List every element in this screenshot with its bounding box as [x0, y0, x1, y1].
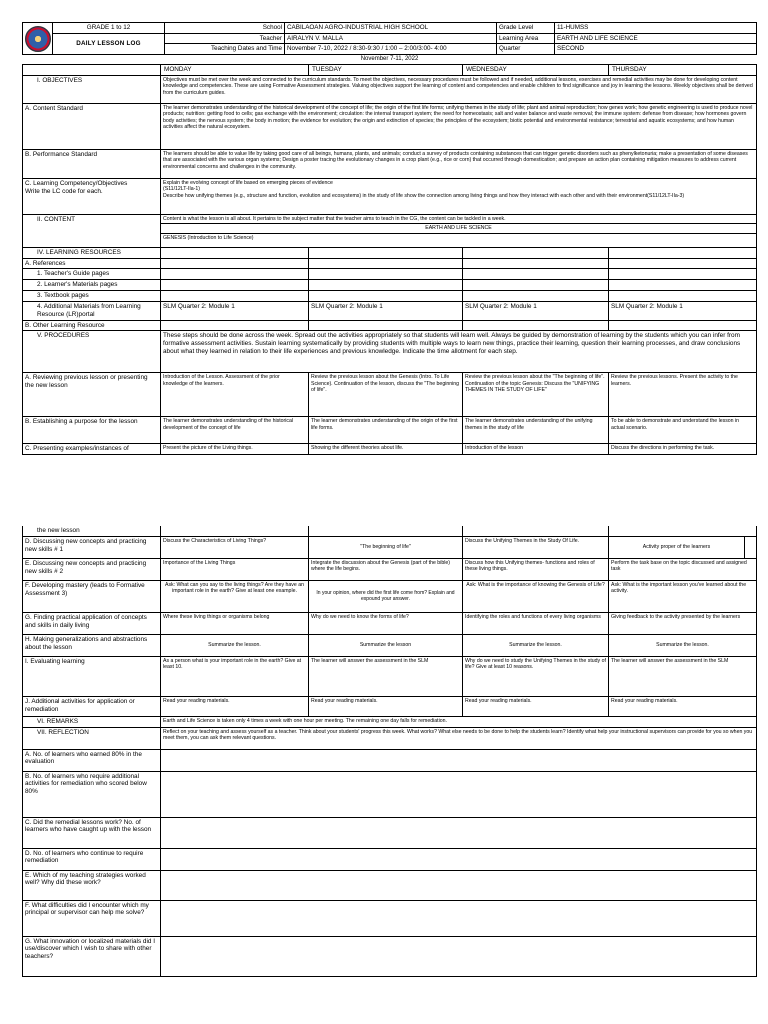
row-j-wednesday: Read your reading materials.: [463, 696, 609, 716]
row-g-wednesday: Identifying the roles and functions of every living organisms: [463, 612, 609, 634]
content-text: Content is what the lesson is all about. It pertains to the subject matter that the teacher aims to teach in the CG, the content can be tackled in a week.: [161, 215, 757, 224]
row-f-label: F. Developing mastery (leads to Formative Assessment 3): [23, 580, 161, 612]
row-g-monday: Where these living things or organisms belong: [161, 612, 309, 634]
row-c-thursday: Discuss the directions in performing the task.: [609, 444, 757, 455]
row-h-label: H. Making generalizations and abstractions about the lesson: [23, 634, 161, 656]
row-e-label: E. Discussing new concepts and practicing new skills # 2: [23, 558, 161, 580]
day-header-blank: [23, 65, 161, 76]
competency-label: C. Learning Competency/Objectives: [25, 180, 128, 188]
grade-level-value: 11-HUMSS: [555, 23, 757, 34]
row-d-tuesday: "The beginning of life": [309, 536, 463, 558]
quarter-label: Quarter: [497, 44, 555, 55]
row-h-wednesday: Summarize the lesson.: [463, 634, 609, 656]
slm-wednesday: SLM Quarter 2: Module 1: [463, 301, 609, 320]
competency-label-cell: [23, 179, 161, 215]
grade-level-label: Grade Level: [497, 23, 555, 34]
row-a-monday: Introduction of the Lesson. Assessment of the prior knowledge of the learners.: [161, 373, 309, 417]
row-a-wednesday: Review the previous lesson about the "The beginning of life". Continuation of the topic Genesis: Discuss the "UNIFYING THEMES IN THE STUDY OF LIFE": [463, 373, 609, 417]
row-f-thursday: Ask: What is the important lesson you've learned about the activity.: [609, 580, 757, 612]
row-h-tuesday: Summarize the lesson: [309, 634, 463, 656]
remarks-label: VI. REMARKS: [23, 716, 161, 727]
header-table: [22, 22, 757, 55]
competency-line-2: (S11/12LT-IIa-1): [163, 186, 200, 193]
slm-thursday: SLM Quarter 2: Module 1: [609, 301, 757, 320]
reflection-item-d: D. No. of learners who continue to require remediation: [23, 848, 161, 870]
additional-materials-label: 4. Additional Materials from Learning Resource (LR)portal: [23, 301, 161, 320]
row-j-thursday: Read your reading materials.: [609, 696, 757, 716]
row-d-thursday: Activity proper of the learners: [609, 536, 745, 558]
competency-line-3: Describe how unifying themes (e.g., structure and function, evolution and ecosystems) in the study of life show the connection among living things and how they interact with each other and with their environment(S11/12LT-IIa-3): [163, 192, 685, 199]
references-label: A. References: [23, 258, 161, 269]
performance-standard-label: B. Performance Standard: [23, 150, 161, 179]
school-value: CABILAOAN AGRO-INDUSTRIAL HIGH SCHOOL: [285, 23, 497, 34]
learners-materials-label: 2. Learner's Materials pages: [23, 280, 161, 291]
slm-tuesday: SLM Quarter 2: Module 1: [309, 301, 463, 320]
reflection-item-a: A. No. of learners who earned 80% in the evaluation: [23, 749, 161, 771]
row-g-tuesday: Why do we need to know the forms of life?: [309, 612, 463, 634]
textbook-label: 3. Textbook pages: [23, 291, 161, 302]
objectives-text: Objectives must be met over the week and connected to the curriculum standards. To meet the objectives, necessary procedures must be followed and if needed, additional lessons, exercises and remedial activities may be done for developing content knowledge and competencies. These are using Formative Assessment strategies. Valuing objectives support the learning of content and competencies and enable children to find significance and joy in learning the lessons. Weekly objectives shall be derived from the curriculum guides.: [161, 76, 757, 104]
competency-sublabel: Write the LC code for each.: [25, 187, 103, 195]
row-g-label: G. Finding practical application of concepts and skills in daily living: [23, 612, 161, 634]
reflection-item-e: E. Which of my teaching strategies worked well? Why did these work?: [23, 870, 161, 900]
quarter-value: SECOND: [555, 44, 757, 55]
lesson-table-1: [22, 55, 757, 455]
row-c-label-cont: the new lesson: [23, 526, 161, 536]
learning-resources-label: IV. LEARNING RESOURCES: [23, 247, 161, 258]
row-h-thursday: Summarize the lesson.: [609, 634, 757, 656]
row-f-wednesday: Ask: What is the importance of knowing the Genesis of Life?: [463, 580, 609, 612]
row-d-monday: Discuss the Characteristics of Living Things?: [161, 536, 309, 558]
doc-title: DAILY LESSON LOG: [53, 33, 165, 54]
reflection-item-c: C. Did the remedial lessons work? No. of learners who have caught up with the lesson: [23, 817, 161, 848]
procedures-text: These steps should be done across the week. Spread out the activities appropriately so that students will learn well. Always be guided by demonstration of learning by the students which you can infer from formative assessment activities. Sustain learning systematically by providing students with multiple ways to learn new things, practice their learning, question their learning processes, and draw conclusions about what they learned in relation to their life experiences and previous knowledge. Indicate the time allotment for each step.: [161, 331, 757, 373]
row-b-label: B. Establishing a purpose for the lesson: [23, 417, 161, 444]
content-standard-label: A. Content Standard: [23, 104, 161, 150]
row-a-thursday: Review the previous lessons. Present the activity to the learners.: [609, 373, 757, 417]
procedures-label: V. PROCEDURES: [23, 331, 161, 373]
school-label: School: [165, 23, 285, 34]
dates-label: Teaching Dates and Time: [165, 44, 285, 55]
row-j-label: J. Additional activities for application or remediation: [23, 696, 161, 716]
remarks-text: Earth and Life Science is taken only 4 times a week with one hour per meeting. The remaining one day falls for remediation.: [161, 716, 757, 727]
row-a-label: A. Reviewing previous lesson or presenting the new lesson: [23, 373, 161, 417]
row-e-monday: Importance of the Living Things: [161, 558, 309, 580]
row-i-wednesday: Why do we need to study the Unifying Themes in the study of life? Give at least 10 reasons.: [463, 656, 609, 696]
row-c-wednesday: Introduction of the lesson: [463, 444, 609, 455]
reflection-item-g: G. What innovation or localized materials did I use/discover which I wish to share with other teachers?: [23, 936, 161, 976]
row-a-tuesday: Review the previous lesson about the Genesis (Intro. To Life Science). Continuation of the lesson, discuss the "The beginning of life".: [309, 373, 463, 417]
day-header-thursday: THURSDAY: [609, 65, 757, 76]
teachers-guide-label: 1. Teacher's Guide pages: [23, 269, 161, 280]
day-header-tuesday: TUESDAY: [309, 65, 463, 76]
reflection-text: Reflect on your teaching and assess yourself as a teacher. Think about your students' progress this week. What works? What else needs to be done to help the students learn? Identify what help your instructional supervisors can provide for you so when you meet them, you can ask them relevant questions.: [161, 727, 757, 749]
row-e-tuesday: Integrate the discussion about the Genesis (part of the bible) where the life begins.: [309, 558, 463, 580]
row-b-thursday: To be able to demonstrate and understand the lesson in actual scenario.: [609, 417, 757, 444]
row-g-thursday: Giving feedback to the activity presented by the learners: [609, 612, 757, 634]
teacher-value: AIRALYN V. MALLA: [285, 33, 497, 44]
reflection-item-b: B. No. of learners who require additional activities for remediation who scored below 80%: [23, 771, 161, 817]
row-f-monday: Ask: What can you say to the living things? Are they have an important role in the earth? Give at least one example.: [161, 580, 309, 612]
content-label: II. CONTENT: [23, 215, 161, 248]
row-f-tuesday: In your opinion, where did the first life come from? Explain and expound your answer.: [309, 580, 463, 612]
row-c-tuesday: Showing the different theories about life.: [309, 444, 463, 455]
content-topic: GENESIS (Introduction to Life Science): [161, 233, 757, 247]
objectives-label: I. OBJECTIVES: [23, 76, 161, 104]
reflection-label: VII. REFLECTION: [23, 727, 161, 749]
school-logo: [23, 23, 53, 55]
row-h-monday: Summarize the lesson.: [161, 634, 309, 656]
lesson-table-2: [22, 526, 757, 977]
teacher-label: Teacher: [165, 33, 285, 44]
learning-area-label: Learning Area: [497, 33, 555, 44]
day-header-wednesday: WEDNESDAY: [463, 65, 609, 76]
week-date: November 7-11, 2022: [23, 55, 757, 65]
row-i-monday: As a person what is your important role in the earth? Give at least 10.: [161, 656, 309, 696]
content-standard-text: The learner demonstrates understanding of the historical development of the concept of life; the origin of the first life forms; unifying themes in the study of life; plant and animal reproduction; how genes work; how genetic engineering is used to produce novel products; nutrition: getting food to cells; gas exchange with the environment; circulation: the internal transport system; the need for homeostasis; salt and water balance and waste removal; the immune system: defense from disease; how hormones govern body activities; the nervous system; the body in motion; the evidence for evolution; the origin and extinction of species; the principles of the ecosystem; biotic potential and environmental resistance; terrestrial and aquatic ecosystems; and how human activities affect the natural ecosystem.: [161, 104, 757, 150]
row-b-monday: The learner demonstrates understanding of the historical development of the concept of life: [161, 417, 309, 444]
dll-page-1: [22, 22, 756, 455]
slm-monday: SLM Quarter 2: Module 1: [161, 301, 309, 320]
grade-range: GRADE 1 to 12: [53, 23, 165, 34]
row-b-tuesday: The learner demonstrates understanding of the origin of the first life forms.: [309, 417, 463, 444]
row-d-label: D. Discussing new concepts and practicing new skills # 1: [23, 536, 161, 558]
competency-text-cell: [161, 179, 757, 215]
reflection-item-f: F. What difficulties did I encounter which my principal or supervisor can help me solve?: [23, 900, 161, 936]
other-resources-label: B. Other Learning Resource: [23, 320, 161, 331]
learning-area-value: EARTH AND LIFE SCIENCE: [555, 33, 757, 44]
dates-value: November 7-10, 2022 / 8:30-9:30 / 1:00 – 2:00/3:00- 4:00: [285, 44, 497, 55]
competency-line-1: Explain the evolving concept of life based on emerging pieces of evidence: [163, 180, 333, 187]
row-e-thursday: Perform the task base on the topic discussed and assigned task: [609, 558, 757, 580]
row-b-wednesday: The learner demonstrates understanding of the unifying themes in the study of life: [463, 417, 609, 444]
day-header-monday: MONDAY: [161, 65, 309, 76]
deped-seal-icon: [25, 26, 51, 52]
dll-page-2: [22, 526, 756, 977]
row-i-thursday: The learner will answer the assessment in the SLM: [609, 656, 757, 696]
row-i-tuesday: The learner will answer the assessment in the SLM: [309, 656, 463, 696]
content-subject: EARTH AND LIFE SCIENCE: [161, 224, 757, 233]
row-d-wednesday: Discuss the Unifying Themes in the Study Of Life.: [463, 536, 609, 558]
performance-standard-text: The learners should be able to value life by taking good care of all beings, humans, plants, and animals; conduct a survey of products containing substances that can trigger genetic disorders such as phenylketonuria; make a presentation of some diseases that are associated with the various organ systems; Design a poster tracing the evolutionary changes in a crop plant (e.g., rice or corn) that occurred through domestication; and prepare an action plan containing mitigation measures to address current environmental concerns and challenges in the community.: [161, 150, 757, 179]
row-i-label: I. Evaluating learning: [23, 656, 161, 696]
row-e-wednesday: Discuss how this Unifying themes- functions and roles of these living things.: [463, 558, 609, 580]
row-c-monday: Present the picture of the Living things.: [161, 444, 309, 455]
row-j-monday: Read your reading materials.: [161, 696, 309, 716]
row-c-label: C. Presenting examples/instances of: [23, 444, 161, 455]
row-j-tuesday: Read your reading materials.: [309, 696, 463, 716]
